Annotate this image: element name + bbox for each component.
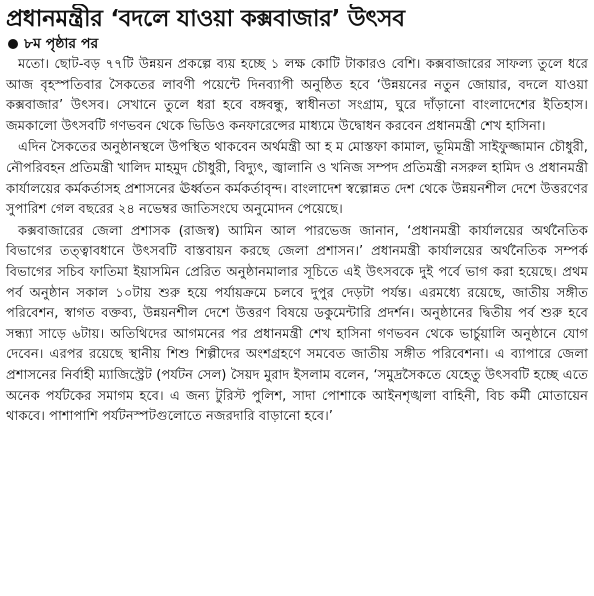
continued-from-label [6, 34, 588, 54]
article-paragraph: কক্সবাজারের জেলা প্রশাসক (রাজস্ব) আমিন আল পারভেজ জানান, ‘প্রধানমন্ত্রী কার্যালয়ের অর্থনৈতিক বিভাগের তত্ত্বাবধানে উৎসবটি বাস্তবায়ন করছে জেলা প্রশাসন।’ প্রধানমন্ত্রী কার্যালয়ের অর্থনৈতিক সম্পর্ক বিভাগের সচিব ফাতিমা ইয়াসমিন প্রেরিত অনুষ্ঠানমালার সূচিতে এই উৎসবকে দুই পর্বে ভাগ করা হয়েছে। প্রথম পর্ব অনুষ্ঠান সকাল ১০টায় শুরু হয়ে পর্যায়ক্রমে চলবে দুপুর দেড়টা পর্যন্ত। এরমধ্যে রয়েছে, জাতীয় সঙ্গীত পরিবেশন, স্বাগত বক্তব্য, উন্নয়নশীল দেশে উত্তরণ বিষয়ে ডকুমেন্টারি প্রদর্শন। অনুষ্ঠানের দ্বিতীয় পর্ব শুরু হবে সন্ধ্যা সাড়ে ৬টায়। অতিথিদের আগমনের পর প্রধানমন্ত্রী শেখ হাসিনা গণভবন থেকে ভার্চুয়ালি অনুষ্ঠানে যোগ দেবেন। এরপর রয়েছে স্থানীয় শিশু শিল্পীদের অংশগ্রহণে সমবেত জাতীয় সঙ্গীত পরিবেশনা। এ ব্যাপারে জেলা প্রশাসনের নির্বাহী ম্যাজিস্ট্রেট (পর্যটন সেল) সৈয়দ মুরাদ ইসলাম বলেন, ‘সমুদ্রসৈকতে যেহেতু উৎসবটি হচ্ছে এতে অনেক পর্যটকের সমাগম হবে। এ জন্য টুরিস্ট পুলিশ, সাদা পোশাকে আইনশৃঙ্খলা বাহিনী, বিচ কর্মী মোতায়েন থাকবে। পাশাপাশি পর্যটনস্পটগুলোতে নজরদারি বাড়ানো হবে।’ [6, 223, 588, 425]
continued-from-text: ৮ম পৃষ্ঠার পর [24, 36, 99, 52]
article-headline: প্রধানমন্ত্রীর ‘বদলে যাওয়া কক্সবাজার’ উৎসব [6, 6, 405, 32]
article-paragraph: এদিন সৈকতের অনুষ্ঠানস্থলে উপস্থিত থাকবেন অর্থমন্ত্রী আ হ ম মোস্তফা কামাল, ভূমিমন্ত্রী সাইফুজ্জামান চৌধুরী, নৌপরিবহন প্রতিমন্ত্রী খালিদ মাহমুদ চৌধুরী, বিদ্যুৎ, জ্বালানি ও খনিজ সম্পদ প্রতিমন্ত্রী নসরুল হামিদ ও প্রধানমন্ত্রী কার্যালয়ের কর্মকর্তাসহ প্রশাসনের ঊর্ধ্বতন কর্মকর্তাবৃন্দ। বাংলাদেশ স্বল্পোন্নত দেশ থেকে উন্নয়নশীল দেশে উত্তরণের সুপারিশ গেল বছরের ২৪ নভেম্বর জাতিসংঘে অনুমোদন পেয়েছে। [6, 140, 588, 218]
bullet-icon [8, 39, 18, 49]
article-paragraph: মতো। ছোট-বড় ৭৭টি উন্নয়ন প্রকল্পে ব্যয় হচ্ছে ১ লক্ষ কোটি টাকারও বেশি। কক্সবাজারের সাফল্য তুলে ধরে আজ বৃহস্পতিবার সৈকতের লাবণী পয়েন্টে দিনব্যাপী অনুষ্ঠিত হবে ‘উন্নয়নের নতুন জোয়ার, বদলে যাওয়া কক্সবাজার’ উৎসব। সেখানে তুলে ধরা হবে বঙ্গবন্ধু, স্বাধীনতা সংগ্রাম, ঘুরে দাঁড়ানো বাংলাদেশের ইতিহাস। জমকালো উৎসবটি গণভবন থেকে ভিডিও কনফারেন্সের মাধ্যমে উদ্বোধন করবেন প্রধানমন্ত্রী শেখ হাসিনা। [6, 57, 588, 134]
